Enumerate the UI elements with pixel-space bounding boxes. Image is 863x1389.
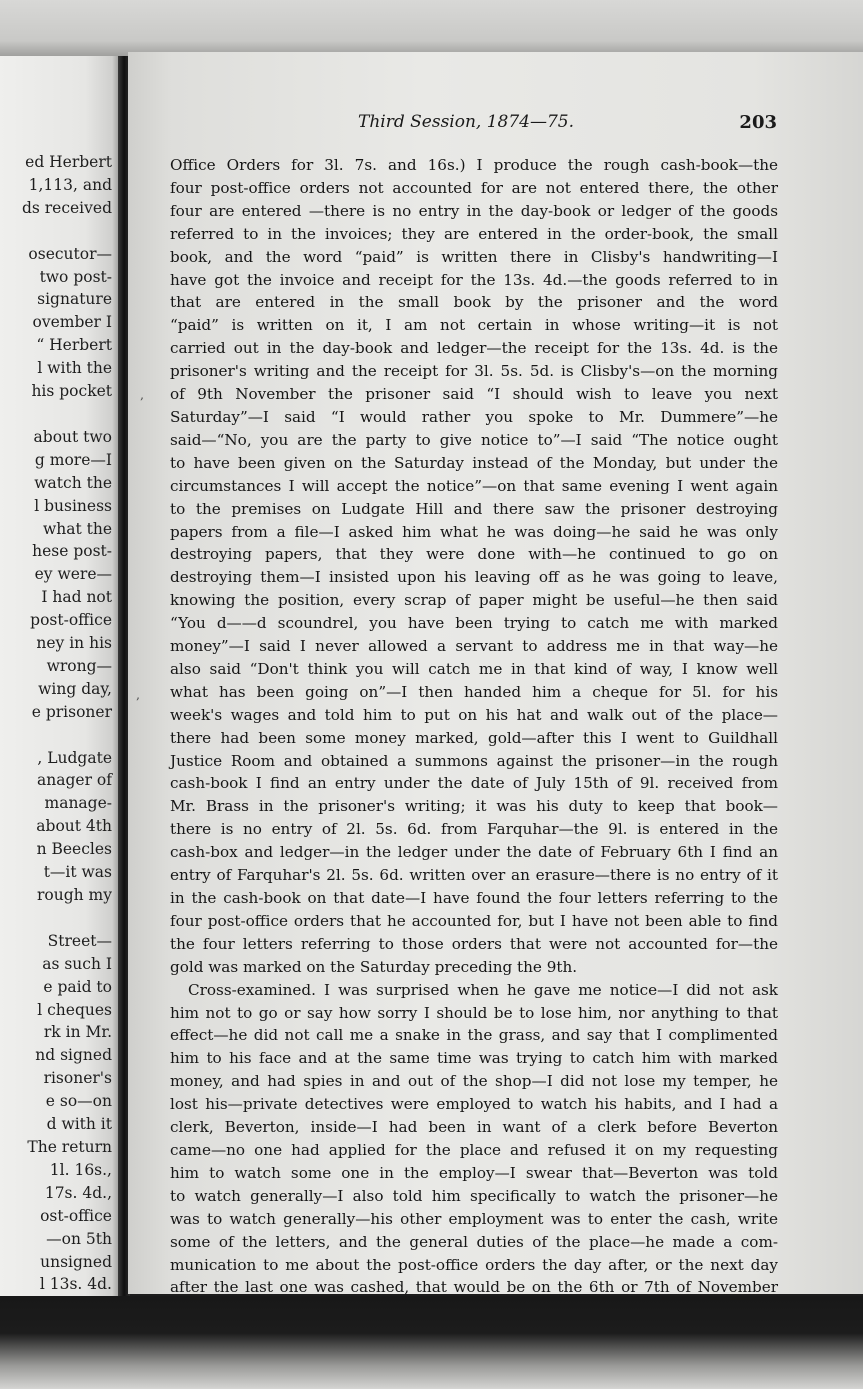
margin-mark: ‚: [140, 388, 144, 402]
left-page-line: wrong—: [46, 656, 112, 675]
left-page-line: anager of: [37, 771, 112, 790]
left-page-line: 1,113, and: [28, 175, 112, 194]
body-line: clerk, Beverton, inside—I had been in want of a clerk before Beverton: [170, 1118, 778, 1137]
left-page-line: l cheques: [37, 1000, 112, 1019]
left-page-line: his pocket: [31, 382, 112, 401]
body-line: was to watch generally—his other employment was to enter the cash, write: [170, 1209, 778, 1228]
book-bottom-edge: [0, 1296, 863, 1389]
left-page-line: Street—: [47, 931, 112, 950]
body-line: knowing the position, every scrap of paper might be useful—he then said: [170, 591, 778, 610]
body-line: Cross-examined. I was surprised when he gave me notice—I did not ask: [188, 980, 778, 999]
left-page-line: I had not: [41, 588, 112, 607]
body-line: after the last one was cashed, that would be on the 6th or 7th of November: [170, 1278, 778, 1297]
margin-mark: ‚: [136, 688, 140, 702]
left-page-line: l business: [34, 496, 112, 515]
left-page-line: 17s. 4d.,: [44, 1183, 112, 1202]
body-line: some of the letters, and the general duties of the place—he made a com-: [170, 1232, 778, 1251]
left-page-line: risoner's: [43, 1069, 112, 1088]
left-page-line: “ Herbert: [36, 336, 112, 355]
body-line: carried out in the day-book and ledger—the receipt for the 13s. 4d. is the: [170, 339, 778, 358]
body-line: him not to go or say how sorry I should be to lose him, nor anything to that: [170, 1003, 778, 1022]
body-line: in the cash-book on that date—I have found the four letters referring to the: [170, 889, 778, 907]
body-line: lost his—private detectives were employed to watch his habits, and I had a: [170, 1095, 778, 1114]
body-line: destroying them—I insisted upon his leaving off as he was going to leave,: [170, 568, 778, 587]
body-line: “paid” is written on it, I am not certain in whose writing—it is not: [170, 316, 778, 335]
right-page: [128, 52, 863, 1297]
left-page-line: ed Herbert: [25, 153, 112, 171]
left-page-line: about two: [33, 427, 112, 446]
left-page-line: ey were—: [34, 565, 112, 584]
body-line: also said “Don't think you will catch me in that kind of way, I know well: [170, 659, 778, 678]
body-line: cash-book I find an entry under the date of July 15th of 9l. received from: [170, 774, 778, 793]
body-line: papers from a file—I asked him what he was doing—he said he was only: [170, 522, 778, 541]
left-page-line: [0, 907, 112, 930]
left-page-line: g more—I: [34, 450, 112, 469]
left-page-line: e so—on: [45, 1092, 112, 1111]
left-page-line: l with the: [37, 359, 112, 378]
facing-page-top-edge: [0, 0, 863, 58]
left-page-line: d with it: [46, 1115, 112, 1134]
left-page-line: [0, 403, 112, 426]
page-number: 203: [739, 112, 777, 133]
left-page-line: ovember I: [32, 313, 112, 332]
body-line: week's wages and told him to put on his hat and walk out of the place—: [170, 705, 778, 724]
body-line: four post-office orders not accounted for are not entered there, the other: [170, 178, 778, 197]
body-line: Office Orders for 3l. 7s. and 16s.) I produce the rough cash-book—the: [170, 156, 778, 174]
left-page-line: post-office: [30, 611, 112, 630]
body-line: “You d——d scoundrel, you have been trying to catch me with marked: [170, 614, 778, 633]
body-line: Mr. Brass in the prisoner's writing; it was his duty to keep that book—: [170, 797, 778, 816]
body-line: four post-office orders that he accounted for, but I have not been able to find: [170, 911, 778, 930]
body-line: him to his face and at the same time was trying to catch him with marked: [170, 1049, 778, 1068]
body-line: to watch generally—I also told him specifically to watch the prisoner—he: [170, 1186, 778, 1205]
left-page-line: signature: [37, 290, 112, 309]
body-line: there had been some money marked, gold—after this I went to Guildhall: [170, 728, 778, 747]
left-page-line: [0, 220, 112, 243]
left-page-line: two post-: [39, 267, 112, 286]
left-page-line: unsigned: [40, 1252, 112, 1271]
body-line: money, and had spies in and out of the shop—I did not lose my temper, he: [170, 1072, 778, 1091]
body-text: [170, 154, 778, 1345]
left-page-line: , Ludgate: [37, 748, 112, 767]
left-page-line: osecutor—: [28, 244, 112, 263]
body-line: circumstances I will accept the notice”—on that same evening I went again: [170, 476, 778, 495]
body-line: money”—I said I never allowed a servant to address me in that way—he: [170, 637, 778, 656]
body-line: that are entered in the small book by the prisoner and the word: [170, 293, 778, 312]
left-page: [0, 56, 122, 1296]
left-page-line: ds received: [21, 198, 112, 217]
body-line: said—“No, you are the party to give notice to”—I said “The notice ought: [170, 430, 778, 449]
body-line: have got the invoice and receipt for the 13s. 4d.—the goods referred to in: [170, 270, 778, 289]
left-page-line: t—it was: [43, 863, 112, 882]
body-line: book, and the word “paid” is written there in Clisby's handwriting—I: [170, 247, 778, 266]
body-line: referred to in the invoices; they are entered in the order-book, the small: [170, 224, 778, 243]
body-line: munication to me about the post-office orders the day after, or the next day: [170, 1255, 778, 1274]
left-page-line: The return: [27, 1137, 112, 1156]
body-line: there is no entry of 2l. 5s. 6d. from Farquhar—the 9l. is entered in the: [170, 820, 778, 839]
left-page-line: e prisoner: [31, 702, 112, 721]
left-page-line: e paid to: [43, 977, 112, 996]
left-page-line: hese post-: [32, 542, 112, 561]
body-line: Saturday”—I said “I would rather you spoke to Mr. Dummere”—he: [170, 407, 778, 426]
body-line: to have been given on the Saturday instead of the Monday, but under the: [170, 453, 778, 472]
body-line: gold was marked on the Saturday preceding the 9th.: [170, 957, 578, 976]
body-line: of 9th November the prisoner said “I should wish to leave you next: [170, 385, 778, 404]
left-page-line: l 13s. 4d.: [39, 1275, 112, 1294]
left-page-line: 1l. 16s.,: [49, 1160, 112, 1179]
left-page-line: watch the: [34, 473, 112, 492]
left-page-text-column: [0, 151, 112, 1342]
body-line: what has been going on”—I then handed him a cheque for 5l. for his: [170, 682, 778, 701]
body-line: Justice Room and obtained a summons against the prisoner—in the rough: [170, 751, 778, 770]
body-line: effect—he did not call me a snake in the grass, and say that I complimented: [170, 1026, 778, 1045]
body-line: the four letters referring to those orders that were not accounted for—the: [170, 934, 778, 953]
body-line: entry of Farquhar's 2l. 5s. 6d. written over an erasure—there is no entry of it: [170, 866, 778, 885]
left-page-line: wing day,: [38, 679, 112, 698]
left-page-line: about 4th: [36, 817, 112, 836]
left-page-line: rough my: [36, 886, 112, 904]
body-line: prisoner's writing and the receipt for 3l. 5s. 5d. is Clisby's—on the morning: [170, 362, 778, 381]
left-page-line: as such I: [42, 954, 112, 973]
body-line: him to watch some one in the employ—I swear that—Beverton was told: [170, 1163, 778, 1182]
body-line: destroying papers, that they were done with—he continued to go on: [170, 545, 778, 564]
left-page-line: n Beecles: [36, 840, 112, 859]
left-page-line: —on 5th: [46, 1229, 112, 1248]
left-page-line: ost-office: [40, 1206, 112, 1225]
left-page-line: what the: [42, 519, 112, 538]
left-page-line: [0, 724, 112, 747]
left-page-line: nd signed: [35, 1046, 112, 1065]
left-page-line: manage-: [44, 794, 112, 813]
body-line: cash-box and ledger—in the ledger under the date of February 6th I find an: [170, 843, 778, 862]
body-line: came—no one had applied for the place and refused it on my requesting: [170, 1140, 778, 1159]
body-line: to the premises on Ludgate Hill and there saw the prisoner destroying: [170, 499, 778, 518]
left-page-line: rk in Mr.: [43, 1023, 112, 1042]
left-page-line: ney in his: [36, 634, 112, 653]
body-line: four are entered —there is no entry in the day-book or ledger of the goods: [170, 201, 778, 220]
running-title: Third Session, 1874—75.: [358, 112, 575, 132]
